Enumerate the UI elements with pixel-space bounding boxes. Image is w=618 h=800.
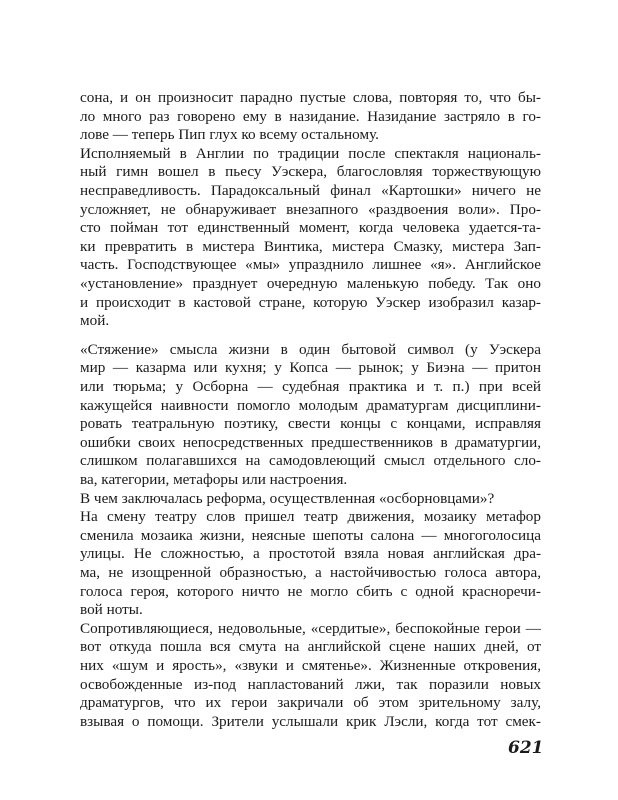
text-line: улицы. Не сложностью, а простотой взяла новая английская дра- (80, 545, 541, 563)
text-line: «Стяжение» смысла жизни в один бытовой символ (у Уэскера (80, 340, 541, 358)
page-number: 621 (508, 737, 544, 758)
text-line: «установление» празднует очередную маленькую победу. Так оно (80, 275, 541, 292)
text-line: сто пойман тот единственный момент, когда человека удается-та- (80, 219, 541, 237)
text-line: кажущейся наивности помогло молодым драматургам дисциплини- (80, 396, 541, 414)
text-line: сона, и он произносит парадно пустые слова, повторяя то, что бы- (80, 89, 541, 106)
text-line: мой. (80, 312, 110, 330)
text-line: вой ноты. (80, 601, 143, 619)
text-line: и происходит в кастовой стране, которую Уэскер изобразил казар- (80, 293, 541, 311)
text-line: сменила мозаика жизни, неясные шепоты салона — многоголосица (80, 526, 541, 544)
text-line: ровать театральную поэтику, свести концы с концами, исправляя (80, 415, 541, 433)
text-line: Исполняемый в Англии по традиции после спектакля националь- (80, 144, 541, 162)
text-line: несправедливость. Парадоксальный финал «Картошки» ничего не (80, 182, 541, 199)
text-line: слишком полагавшихся на самодовлеющий смысл отдельного сло- (80, 452, 541, 470)
text-line: часть. Господствующее «мы» упразднило лишнее «я». Английское (80, 256, 541, 274)
text-line: взывая о помощи. Зрители услышали крик Лэсли, когда тот смек- (80, 712, 541, 730)
text-line: В чем заключалась реформа, осуществленная «осборновцами»? (80, 489, 495, 507)
text-line: ло много раз говорено ему в назидание. Назидание застряло в го- (80, 107, 541, 125)
text-line: лове — теперь Пип глух ко всему остальному. (80, 126, 379, 144)
text-line: голоса героя, которого ничто не могло сбить с одной красноречи- (80, 582, 541, 600)
text-line: них «шум и ярость», «звуки и смятенье». Жизненные откровения, (80, 657, 541, 674)
text-line: На смену театру слов пришел театр движения, мозаику метафор (80, 508, 541, 526)
text-line: ва, категории, метафоры или настроения. (80, 471, 348, 488)
text-line: ошибки своих непосредственных предшественников в драматургии, (80, 433, 541, 451)
text-line: драматургов, что их герои закричали об этом зрительному залу, (80, 694, 541, 712)
text-line: мир — казарма или кухня; у Копса — рынок; у Биэна — притон (80, 359, 541, 377)
text-line: или тюрьма; у Осборна — судебная практика и т. п.) при всей (80, 378, 541, 395)
text-line: ма, не изощренной образностью, а настойчивостью голоса автора, (80, 564, 541, 581)
text-line: освобожденные из-под напластований лжи, так поразили новых (80, 675, 541, 693)
text-line: усложняет, не обнаруживает внезапного «раздвоения воли». Про- (80, 200, 541, 218)
text-line: ный гимн вошел в пьесу Уэскера, благословляя торжествующую (80, 163, 541, 181)
text-line: вот откуда пошла вся смута на английской сцене наших дней, от (80, 638, 541, 656)
text-line: Сопротивляющиеся, недовольные, «сердитые», беспокойные герои — (80, 619, 541, 637)
text-line: ки превратить в мистера Винтика, мистера Смазку, мистера Зап- (80, 237, 541, 255)
